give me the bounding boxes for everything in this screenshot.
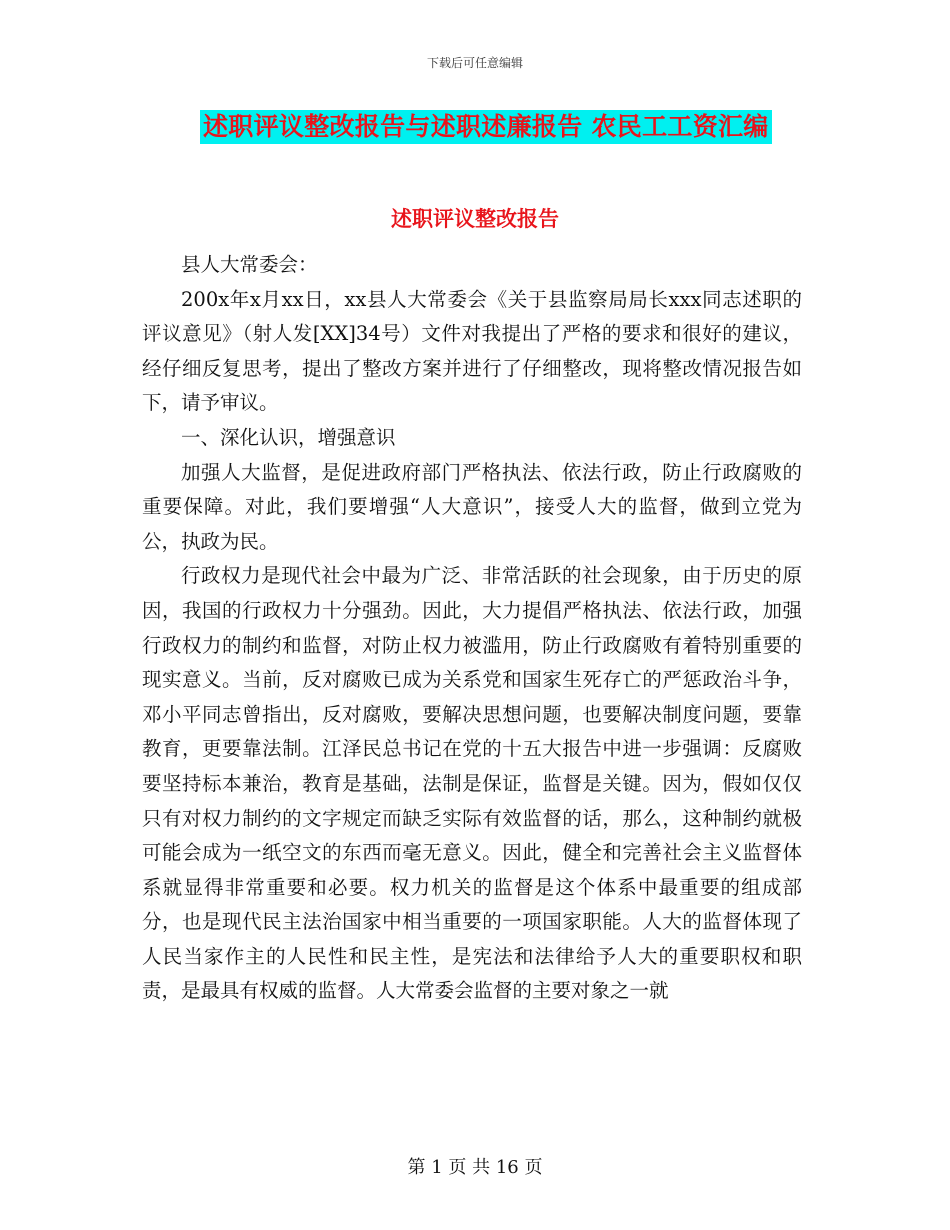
subheading: 一、深化认识，增强意识 (181, 425, 396, 449)
document-body (142, 248, 802, 1009)
body-paragraph: 200x年x月xx日，xx县人大常委会《关于县监察局局长xxx同志述职的评议意见》（射人发[XX]34号）文件对我提出了严格的要求和很好的建议，经仔细反复思考，提出了整改方案并进行了仔细整改，现将整改情况报告如下，请予审议。 (142, 287, 802, 415)
body-paragraph: 行政权力是现代社会中最为广泛、非常活跃的社会现象，由于历史的原因，我国的行政权力十分强劲。因此，大力提倡严格执法、依法行政，加强行政权力的制约和监督，对防止权力被滥用，防止行政腐败有着特别重要的现实意义。当前，反对腐败已成为关系党和国家生死存亡的严惩政治斗争，邓小平同志曾指出，反对腐败，要解决思想问题，也要解决制度问题，要靠教育，更要靠法制。江泽民总书记在党的十五大报告中进一步强调：反腐败要坚持标本兼治，教育是基础，法制是保证，监督是关键。因为，假如仅仅只有对权力制约的文字规定而缺乏实际有效监督的话，那么，这种制约就极可能会成为一纸空文的东西而毫无意义。因此，健全和完善社会主义监督体系就显得非常重要和必要。权力机关的监督是这个体系中最重要的组成部分，也是现代民主法治国家中相当重要的一项国家职能。人大的监督体现了人民当家作主的人民性和民主性，是宪法和法律给予人大的重要职权和职责，是最具有权威的监督。人大常委会监督的主要对象之一就 (142, 564, 802, 1003)
document-title: 述职评议整改报告与述职述廉报告 农民工工资汇编 (200, 110, 772, 144)
page-footer: 第 1 页 共 16 页 (407, 1157, 543, 1178)
salutation: 县人大常委会： (181, 253, 318, 276)
section-title: 述职评议整改报告 (391, 206, 559, 231)
header-note: 下载后可任意编辑 (426, 56, 523, 70)
body-paragraph: 加强人大监督，是促进政府部门严格执法、依法行政，防止行政腐败的重要保障。对此，我们要增强“人大意识”，接受人大的监督，做到立党为公，执政为民。 (142, 460, 802, 553)
